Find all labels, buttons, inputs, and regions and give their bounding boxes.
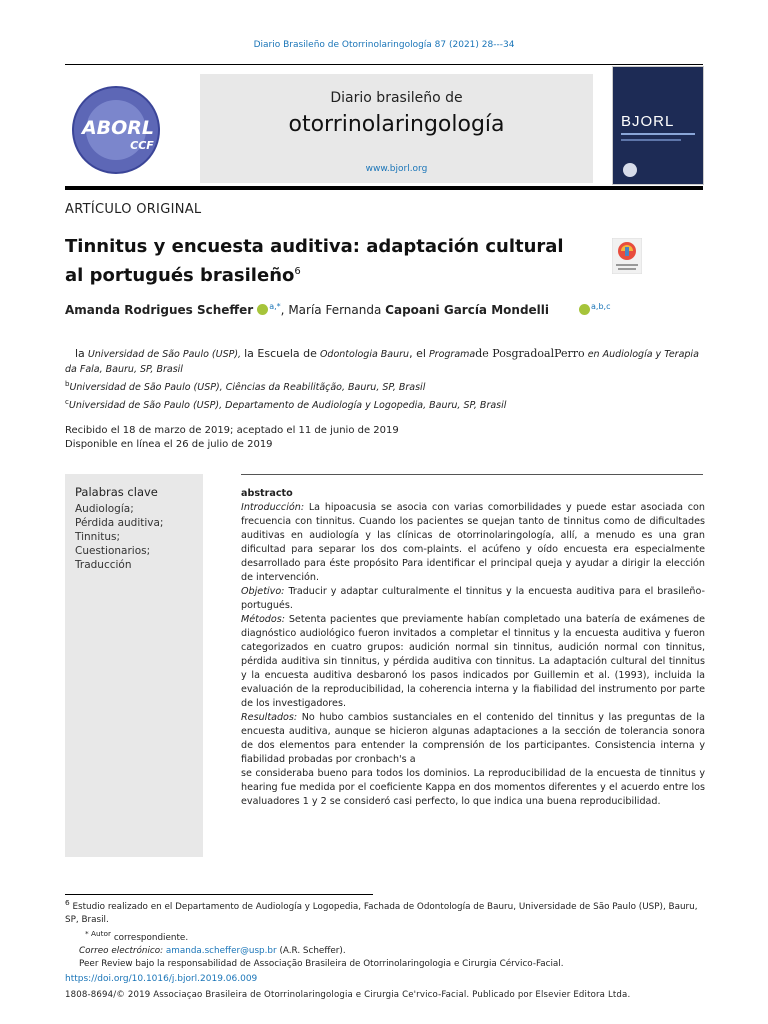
cover-title: BJORL [621, 113, 675, 130]
results-label: Resultados: [241, 712, 298, 723]
methods-text: Setenta pacientes que previamente habían completado una batería de exámenes de diagnóstico audiológico fueron invitados a completar el tinnitus y la encuesta auditiva y fueron categorizados en cuatro grupos: audición normal sin tinnitus, audición normal con tinnitus, pérdida auditiva sin tinnitus, y pérdida auditiva con tinnitus. La adaptación cultural del tinnitus y la encuesta auditiva desbaronó los pasos indicados por Guillemin et al. (1993), incluida la evaluación de la reproducibilidad, la coherencia interna y la fiabilidad del instrumento por parte de los investigadores. [241, 614, 705, 709]
footnote-rule [65, 894, 373, 895]
keyword-item: Tinnitus; [75, 531, 121, 543]
online-date: Disponible en línea el 26 de julio de 2019 [65, 439, 273, 450]
journal-citation[interactable]: Diario Brasileño de Otorrinolaringología 87 (2021) 28---34 [253, 40, 515, 50]
affil-a-part1: Universidad de São Paulo (USP), [87, 349, 242, 360]
affil-c-text: Universidad de São Paulo (USP), Departamento de Audiología y Logopedia, Bauru, SP, Brasil [68, 400, 507, 412]
author-footnote-mark: * Autor [85, 928, 112, 938]
footnotes [65, 896, 705, 971]
study-footnote-text: Estudio realizado en el Departamento de Audiología y Logopedia, Fachada de Odontología de Bauru, Universidade de São Paulo (USP), Bauru, SP, Brasil. [65, 901, 698, 925]
objective-text: Traducir y adaptar culturalmente el tinnitus y la encuesta auditiva para el brasileño-portugués. [241, 586, 705, 611]
peer-review-note: Peer Review bajo la responsabilidad de Associação Brasileira de Otorrinolaringologia e Cirurgia Cérvico-Facial. [79, 958, 564, 969]
article-title-text: Tinnitus y encuesta auditiva: adaptación cultural al portugués brasileño [65, 236, 564, 286]
affiliation-c: $^c$Universidad de São Paulo (USP), Departamento de Audiología y Logopedia, Bauru, SP, Brasil [65, 398, 507, 412]
title-footnote-mark[interactable]: 6 [294, 266, 301, 277]
methods-label: Métodos: [241, 614, 286, 625]
abstract-introduction [241, 501, 705, 585]
author-list [65, 302, 705, 317]
affil-a-part4: , el [409, 347, 426, 360]
keyword-item: Traducción [75, 559, 132, 571]
abstract-block [241, 487, 705, 809]
abstract-heading: abstracto [241, 488, 293, 499]
keyword-item: Cuestionarios; [75, 545, 151, 557]
author-footnote [65, 927, 705, 945]
header-bottom-rule [65, 186, 703, 190]
check-for-updates-badge[interactable] [612, 238, 642, 274]
header-top-rule [65, 64, 703, 65]
author-1-name: Amanda Rodrigues Scheffer [65, 303, 254, 317]
section-label: ARTÍCULO ORIGINAL [65, 202, 202, 217]
study-footnote-mark: 6 [65, 898, 70, 907]
affil-a-part6: de PosgradoalPerro [475, 347, 585, 360]
journal-name-line2: otorrinolaringología [288, 112, 505, 137]
author-1-affil-marks[interactable]: a,* [269, 302, 281, 311]
study-footnote [65, 896, 705, 927]
aborl-logo [62, 85, 170, 175]
intro-text: La hipoacusia se asocia con varias comorbilidades y puede estar asociada con frecuencia con tinnitus. Cuando los pacientes se quejan tanto de tinnitus como de dificultades auditivas en audiología y las clínicas de otorrinolaringología, allí, a menudo es una gran dificultad para separar los dos com-plaints. el acúfeno y oído encuesta era especialmente desarrollado para éste propósito Para identificar el principal queja y ayudar a dirigir la elección de intervención. [241, 502, 705, 583]
objective-label: Objetivo: [241, 586, 285, 597]
email-footnote [65, 945, 705, 958]
affil-a-mark: la [75, 347, 85, 360]
affil-a-part5: Programa [428, 349, 476, 360]
article-dates [65, 424, 705, 452]
email-link[interactable]: amanda.scheffer@usp.br [165, 945, 277, 956]
affil-a-part2: la Escuela de [244, 347, 317, 360]
orcid-icon[interactable] [257, 304, 268, 315]
author-footnote-text: correspondiente. [113, 932, 189, 943]
email-label: Correo electrónico: [79, 945, 164, 956]
journal-name-line1: Diario brasileño de [330, 90, 463, 106]
author-2-first: María Fernanda [288, 303, 382, 317]
abstract-results [241, 711, 705, 767]
journal-url-link[interactable]: www.bjorl.org [365, 164, 428, 174]
keywords-title: Palabras clave [75, 485, 158, 499]
abstract-top-rule [241, 474, 703, 475]
article-title [65, 234, 585, 288]
email-owner: (A.R. Scheffer). [279, 945, 346, 956]
intro-label: Introducción: [241, 502, 305, 513]
affiliation-b: $^b$Universidad de São Paulo (USP), Ciências da Reabilitãção, Bauru, SP, Brasil [65, 380, 426, 394]
keyword-item: Pérdida auditiva; [75, 517, 164, 529]
doi-link[interactable]: https://doi.org/10.1016/j.bjorl.2019.06.009 [65, 974, 258, 984]
affil-a-part7: en Audiología y Terapia da Fala, Bauru, SP, Brasil [65, 349, 699, 375]
affiliations [65, 346, 705, 413]
abstract-methods [241, 613, 705, 711]
affiliation-a [65, 346, 705, 377]
logo-name: ABORL [81, 117, 155, 139]
affil-a-part3: Odontologia Bauru [319, 349, 410, 360]
keyword-item: Audiología; [75, 503, 134, 515]
author-2-last: Capoani García Mondelli [385, 303, 550, 317]
affil-b-text: Universidad de São Paulo (USP), Ciências da Reabilitãção, Bauru, SP, Brasil [69, 382, 426, 394]
abstract-results-cont: se consideraba bueno para todos los dominios. La reproducibilidad de la encuesta de tinnitus y hearing fue medida por el coeficiente Kappa en dos momentos diferentes y el acuerdo entre los evaluadores 1 y 2 se consideró casi perfecto, lo que indica una buena reproducibilidad. [241, 768, 705, 807]
abstract-objective [241, 585, 705, 613]
journal-cover-image [612, 66, 704, 185]
keywords-list [75, 502, 163, 572]
results-text: No hubo cambios sustanciales en el contenido del tinnitus y las preguntas de la encuesta auditiva, aunque se hicieron algunas adaptaciones a la sección de tolerancia sonora de dos elementos para entender la comprensión de los participantes. Consistencia interna y fiabilidad probadas por cronbach's a [241, 712, 705, 765]
copyright-line: 1808-8694/© 2019 Associaçao Brasileira de Otorrinolaringologia e Cirurgia Ce'rvico-Facial. Publicado por Elsevier Editora Ltda. [65, 990, 631, 1000]
received-date: Recibido el 18 de marzo de 2019; aceptado el 11 de junio de 2019 [65, 425, 399, 436]
author-separator: , [280, 303, 289, 317]
orcid-icon[interactable] [579, 304, 590, 315]
logo-sub: CCF [130, 139, 154, 152]
author-2-affil-marks[interactable]: a,b,c [591, 302, 611, 311]
